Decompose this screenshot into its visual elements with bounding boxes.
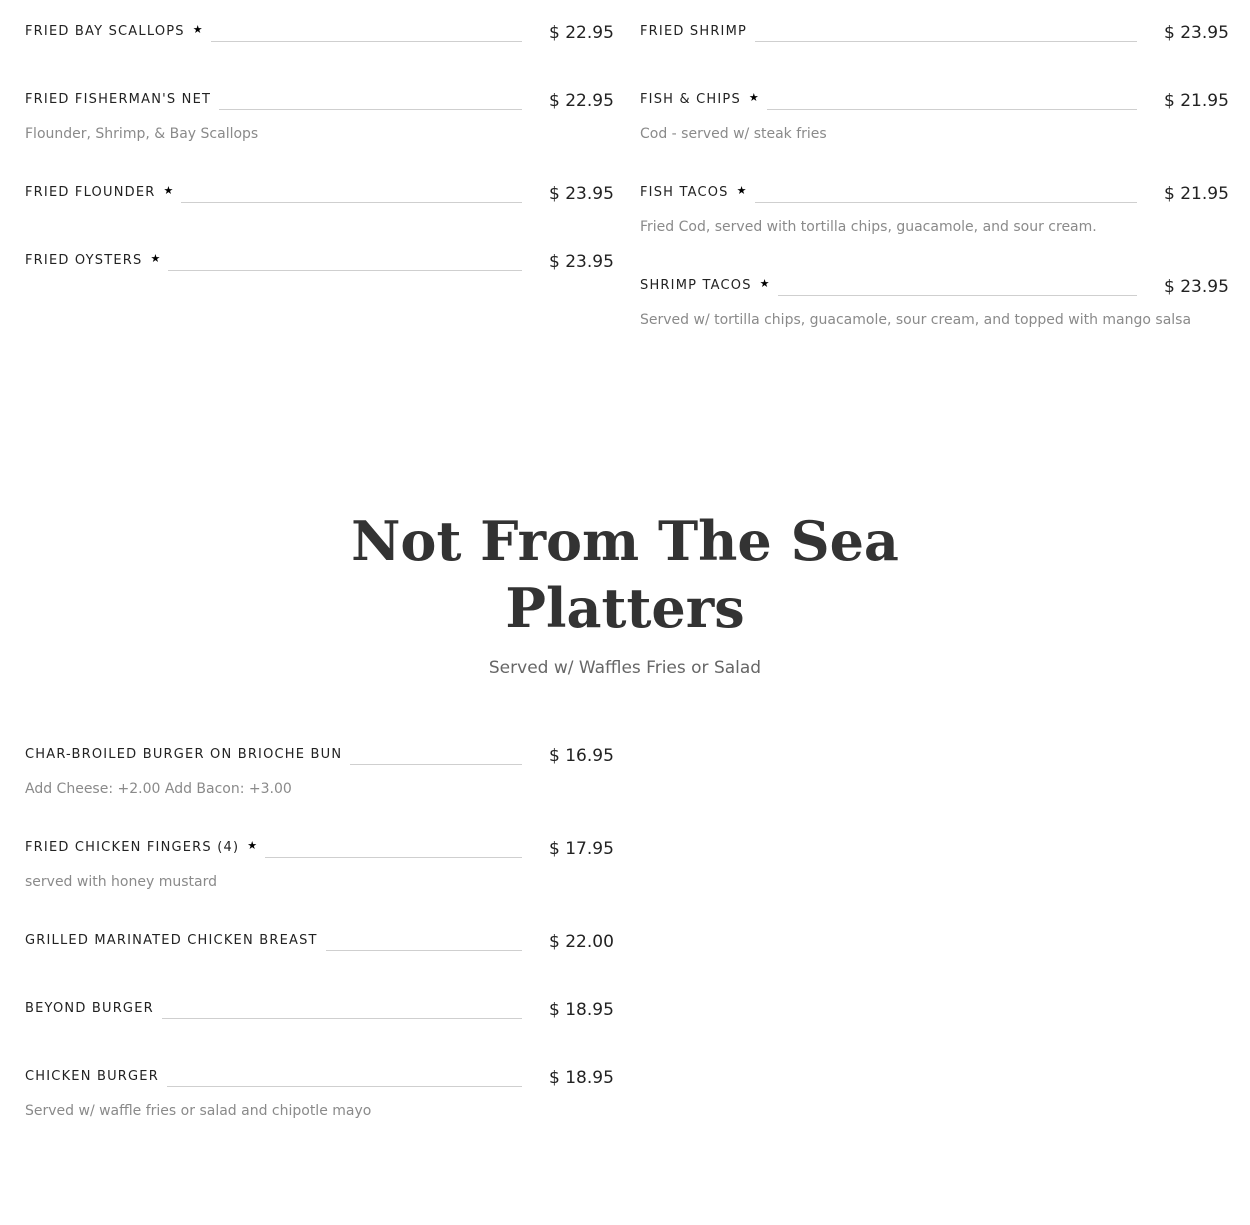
menu-item-price: $ 16.95 [549,746,614,766]
leader-line [755,41,1137,42]
menu-item-price: $ 23.95 [1164,277,1229,297]
leader-line [755,202,1137,203]
section-title-line-2: Platters [505,576,745,640]
menu-item-name: FRIED BAY SCALLOPS [25,24,185,39]
menu-item [640,90,1229,143]
menu-item-name: CHAR-BROILED BURGER ON BRIOCHE BUN [25,747,343,762]
leader-line [162,1018,522,1019]
menu-item-price: $ 23.95 [1164,23,1229,43]
menu-item [25,745,614,798]
menu-item [640,22,1229,46]
menu-item-name: FRIED SHRIMP [640,24,748,39]
section-subtitle: Served w/ Waffles Fries or Salad [488,658,762,678]
menu-item-name: FRIED FISHERMAN'S NET [25,92,212,107]
menu-item-name: CHICKEN BURGER [25,1069,159,1084]
leader-line [219,109,522,110]
menu-item-description: Served w/ tortilla chips, guacamole, sour cream, and topped with mango salsa [640,312,1192,328]
star-icon: ★ [163,184,174,197]
menu-item [25,1067,614,1120]
menu-item-name: FISH & CHIPS [640,92,741,107]
menu-item [25,183,614,207]
menu-item [25,251,614,275]
star-icon: ★ [748,91,759,104]
menu-item-description: Served w/ waffle fries or salad and chipotle mayo [25,1103,372,1119]
star-icon: ★ [759,277,770,290]
menu-item-price: $ 21.95 [1164,184,1229,204]
menu-item-description: Cod - served w/ steak fries [640,126,827,142]
leader-line [181,202,522,203]
menu-item-price: $ 22.00 [549,932,614,952]
menu-item [25,90,614,143]
menu-item-price: $ 17.95 [549,839,614,859]
menu-item-price: $ 22.95 [549,91,614,111]
section-title [0,508,1250,642]
menu-item-description: Fried Cod, served with tortilla chips, guacamole, and sour cream. [640,219,1097,235]
leader-line [350,764,522,765]
star-icon: ★ [192,23,203,36]
menu-item-name: SHRIMP TACOS [640,278,752,293]
menu-item-name: FRIED OYSTERS [25,253,143,268]
menu-item-name: BEYOND BURGER [25,1001,154,1016]
menu-item-name: FRIED CHICKEN FINGERS (4) [25,840,240,855]
menu-item-name: FISH TACOS [640,185,729,200]
menu-item-description: Add Cheese: +2.00 Add Bacon: +3.00 [25,781,292,797]
star-icon: ★ [150,252,161,265]
leader-line [211,41,522,42]
menu-item-price: $ 23.95 [549,184,614,204]
menu-item-price: $ 23.95 [549,252,614,272]
menu-item-description: served with honey mustard [25,874,217,890]
section-title-line-1: Not From The Sea [351,509,899,573]
menu-item-price: $ 21.95 [1164,91,1229,111]
star-icon: ★ [247,839,258,852]
menu-item [640,183,1229,236]
star-icon: ★ [736,184,747,197]
menu-item-name: GRILLED MARINATED CHICKEN BREAST [25,933,318,948]
menu-item [25,999,614,1023]
menu-item [25,838,614,891]
menu-item [640,276,1229,329]
menu-item-price: $ 22.95 [549,23,614,43]
leader-line [778,295,1137,296]
menu-item [25,931,614,955]
menu-item-name: FRIED FLOUNDER [25,185,156,200]
menu-item [25,22,614,46]
menu-item-price: $ 18.95 [549,1000,614,1020]
menu-item-description: Flounder, Shrimp, & Bay Scallops [25,126,259,142]
leader-line [167,1086,522,1087]
leader-line [326,950,522,951]
leader-line [767,109,1137,110]
leader-line [265,857,522,858]
menu-item-price: $ 18.95 [549,1068,614,1088]
leader-line [168,270,522,271]
